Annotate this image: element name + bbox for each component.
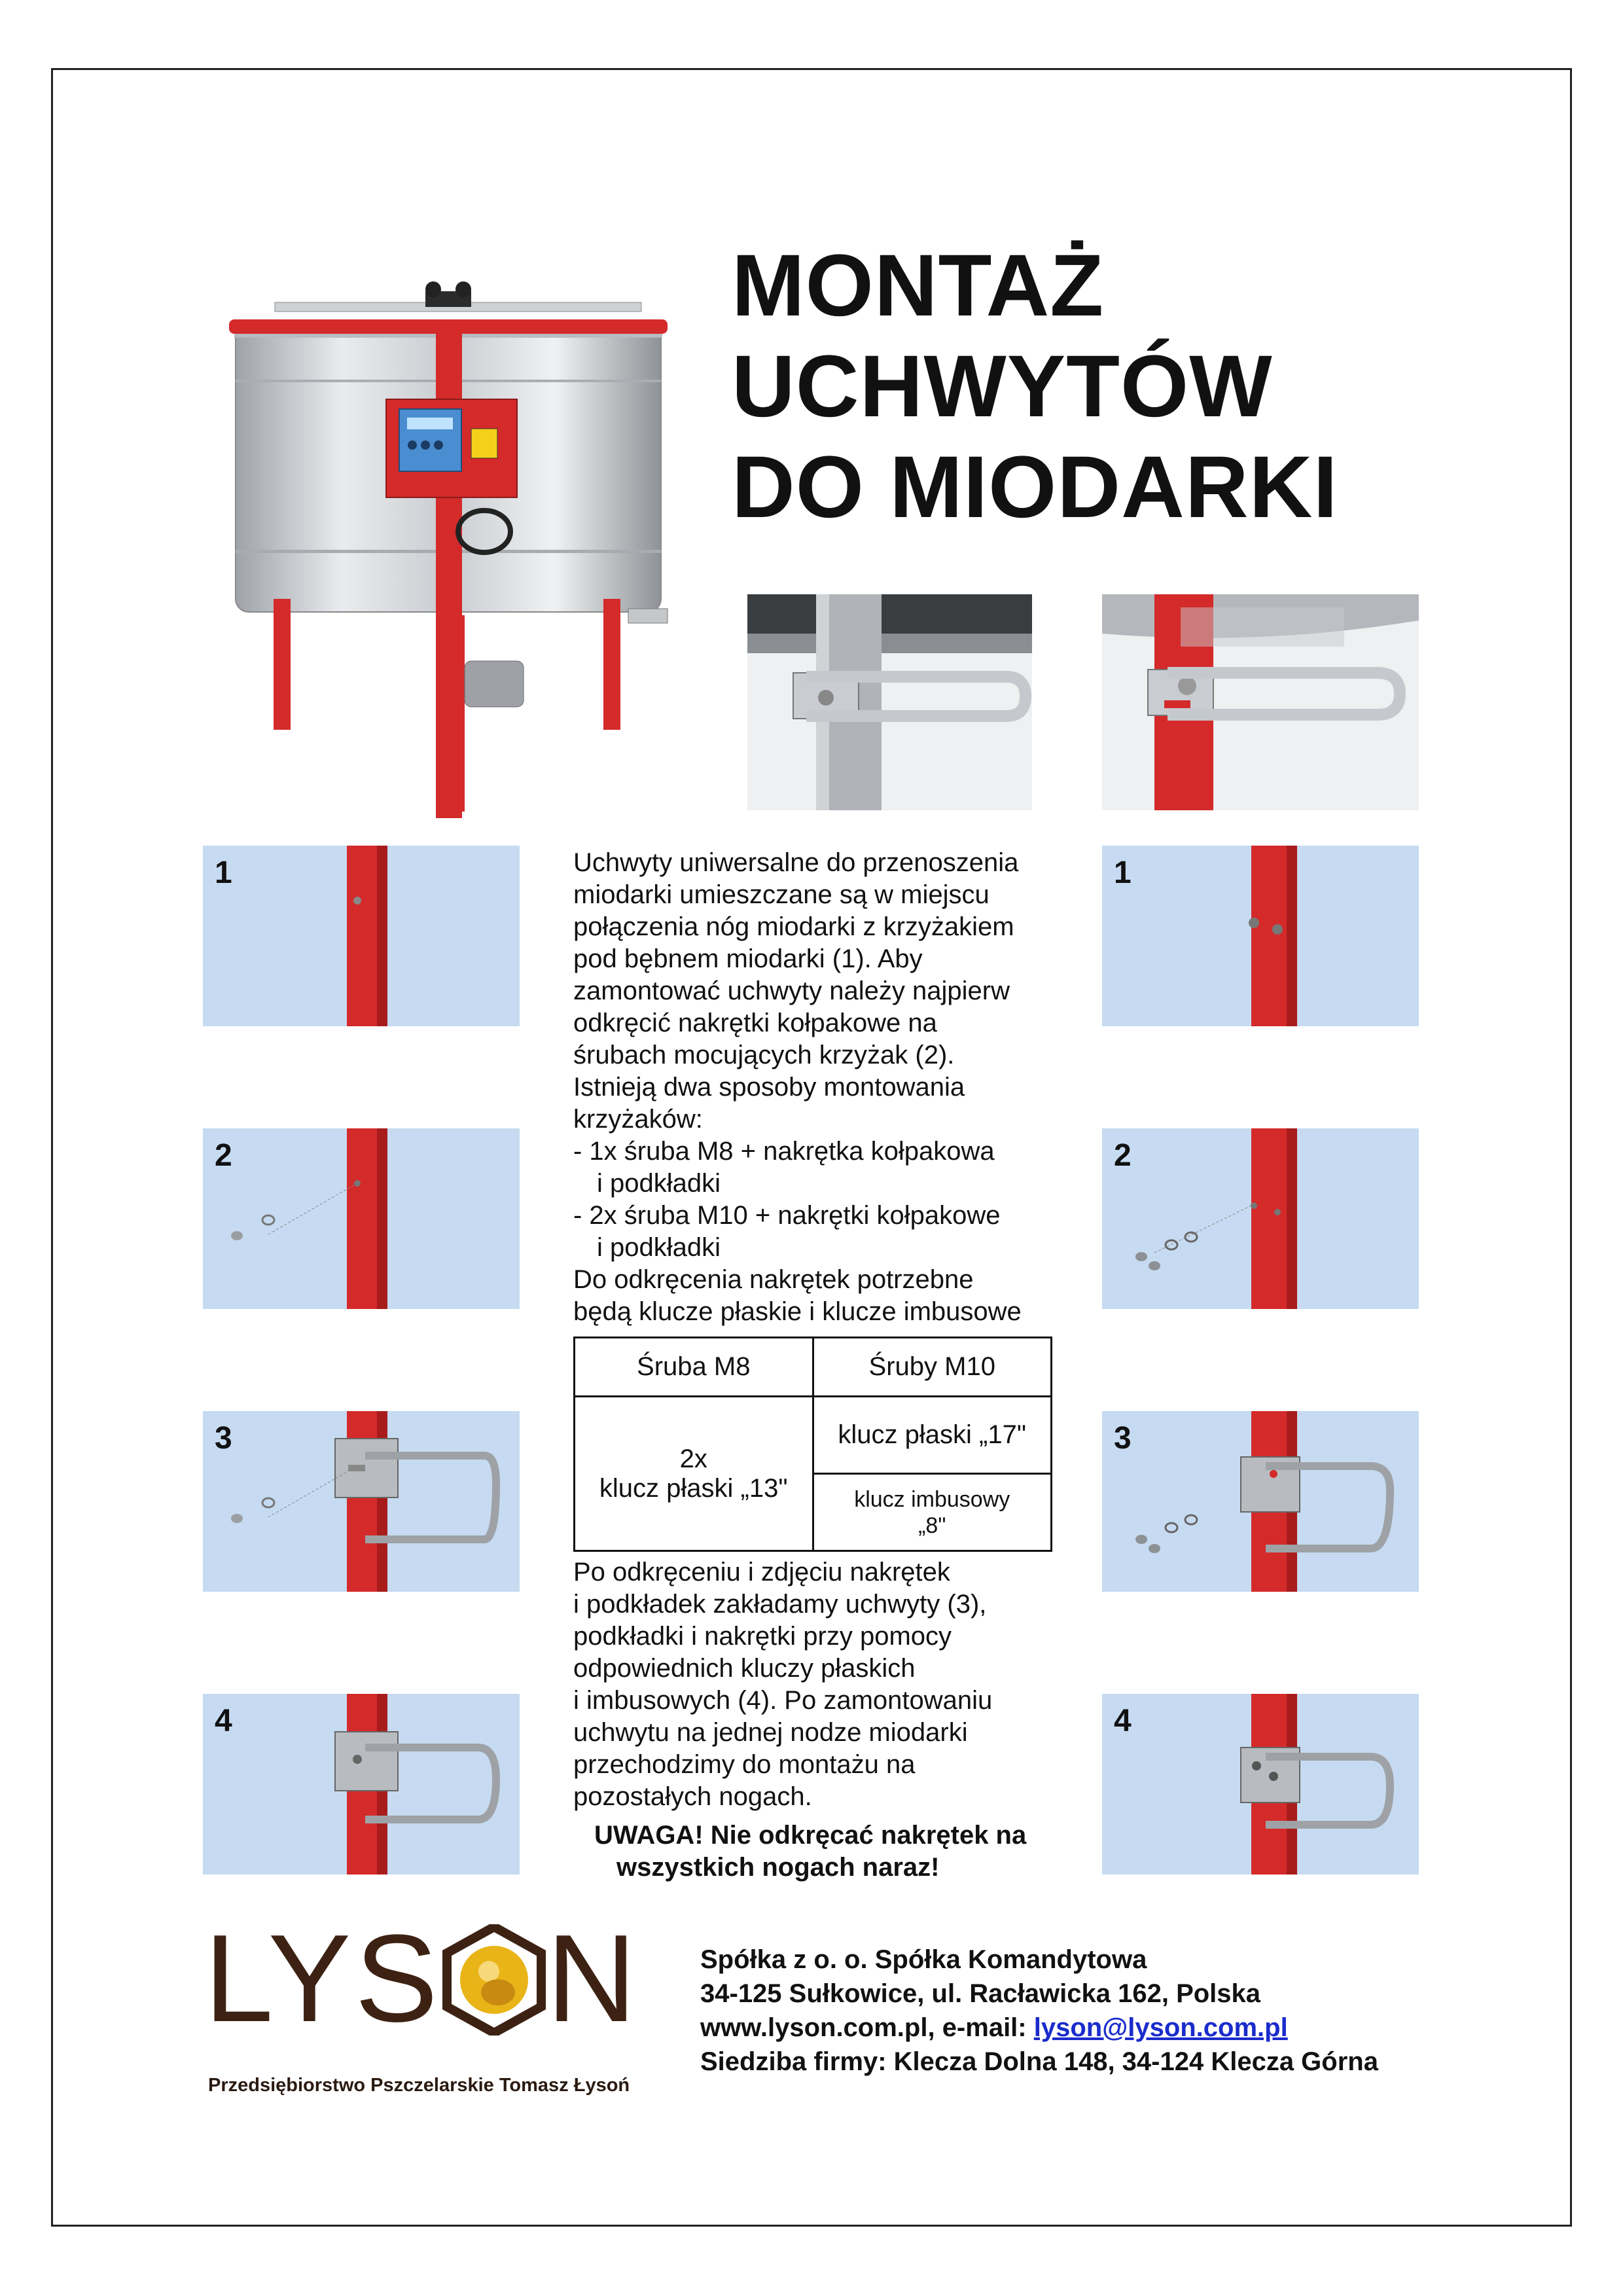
text-line: uchwytu na jednej nodze miodarki xyxy=(573,1718,968,1747)
step-number: 2 xyxy=(215,1138,232,1173)
text-line: zamontować uchwyty należy najpierw xyxy=(573,977,1010,1005)
table-cell-m10-hex xyxy=(813,1474,1052,1551)
title-line-2: UCHWYTÓW xyxy=(732,338,1273,435)
text-line: i podkładki xyxy=(597,1233,721,1262)
step-3-left-panel xyxy=(203,1411,520,1592)
company-line-4: Siedziba firmy: Klecza Dolna 148, 34-124 Klecza Górna xyxy=(700,2047,1378,2076)
warning-note xyxy=(594,1820,1092,1884)
instructions-after xyxy=(573,1556,1084,1813)
step-number: 1 xyxy=(1114,855,1132,890)
text-line: Po odkręceniu i zdjęciu nakrętek xyxy=(573,1558,950,1587)
page-title xyxy=(732,236,1338,538)
m10-hex-line-1: klucz imbusowy xyxy=(854,1486,1010,1512)
step-2-right-panel xyxy=(1102,1128,1419,1309)
step-number: 1 xyxy=(215,855,232,890)
text-line: Istnieją dwa sposoby montowania xyxy=(573,1073,965,1102)
table-header-m8: Śruba M8 xyxy=(575,1338,813,1397)
step-number: 4 xyxy=(215,1704,232,1738)
text-line: podkładki i nakrętki przy pomocy xyxy=(573,1622,952,1651)
warning-line-2: wszystkich nogach naraz! xyxy=(616,1853,940,1882)
text-line: przechodzimy do montażu na xyxy=(573,1750,916,1779)
m8-key: klucz płaski „13" xyxy=(599,1473,788,1503)
step-4-right-panel xyxy=(1102,1694,1419,1874)
text-line: i podkładki xyxy=(597,1169,721,1198)
text-line: śrubach mocujących krzyżak (2). xyxy=(573,1041,955,1069)
table-cell-m10-flat: klucz płaski „17" xyxy=(813,1397,1052,1474)
extractor-photo xyxy=(203,275,695,818)
step-1-left-panel xyxy=(203,846,520,1026)
company-line-1: Spółka z o. o. Spółka Komandytowa xyxy=(700,1945,1147,1974)
table-header-m10: Śruby M10 xyxy=(813,1338,1052,1397)
step-number: 2 xyxy=(1114,1138,1132,1173)
text-line: będą klucze płaskie i klucze imbusowe xyxy=(573,1297,1022,1326)
text-line: pozostałych nogach. xyxy=(573,1782,812,1811)
text-line: - 2x śruba M10 + nakrętki kołpakowe xyxy=(573,1201,1001,1230)
text-line: odpowiednich kluczy płaskich xyxy=(573,1654,916,1683)
text-line: i podkładek zakładamy uchwyty (3), xyxy=(573,1590,987,1619)
table-cell-m8 xyxy=(575,1397,813,1551)
title-line-1: MONTAŻ xyxy=(732,237,1105,334)
title-line-3: DO MIODARKI xyxy=(732,439,1338,536)
warning-line-1: UWAGA! Nie odkręcać nakrętek na xyxy=(594,1821,1027,1850)
lyson-logo: LYS N xyxy=(204,1909,641,2048)
step-2-left-panel xyxy=(203,1128,520,1309)
text-line: połączenia nóg miodarki z krzyżakiem xyxy=(573,912,1014,941)
bee-hexagon-icon xyxy=(442,1924,546,2036)
text-line: Uchwyty uniwersalne do przenoszenia xyxy=(573,848,1019,877)
handle-detail-photo-steel xyxy=(747,594,1032,810)
step-number: 4 xyxy=(1114,1704,1132,1738)
step-number: 3 xyxy=(1114,1421,1132,1456)
text-line: pod bębnem miodarki (1). Aby xyxy=(573,944,923,973)
step-1-right-panel xyxy=(1102,846,1419,1026)
step-number: 3 xyxy=(215,1421,232,1456)
handle-detail-photo-red xyxy=(1102,594,1419,810)
company-info xyxy=(700,1943,1378,2079)
text-line: - 1x śruba M8 + nakrętka kołpakowa xyxy=(573,1137,995,1166)
m8-count: 2x xyxy=(679,1444,707,1473)
text-line: miodarki umieszczane są w miejscu xyxy=(573,880,990,909)
instructions-intro xyxy=(573,847,1084,1328)
website-text: www.lyson.com.pl, e-mail: xyxy=(700,2013,1034,2042)
email-link[interactable]: lyson@lyson.com.pl xyxy=(1033,2013,1288,2042)
text-line: Do odkręcenia nakrętek potrzebne xyxy=(573,1265,974,1294)
logo-subtitle: Przedsiębiorstwo Pszczelarskie Tomasz Łysoń xyxy=(208,2075,630,2096)
text-line: krzyżaków: xyxy=(573,1105,703,1134)
company-line-2: 34-125 Sułkowice, ul. Racławicka 162, Polska xyxy=(700,1979,1261,2008)
m10-hex-line-2: „8" xyxy=(918,1513,946,1538)
wrench-table xyxy=(573,1336,1052,1552)
step-3-right-panel xyxy=(1102,1411,1419,1592)
text-line: odkręcić nakrętki kołpakowe na xyxy=(573,1009,937,1037)
step-4-left-panel xyxy=(203,1694,520,1874)
text-line: i imbusowych (4). Po zamontowaniu xyxy=(573,1686,993,1715)
company-line-3 xyxy=(700,2011,1378,2045)
